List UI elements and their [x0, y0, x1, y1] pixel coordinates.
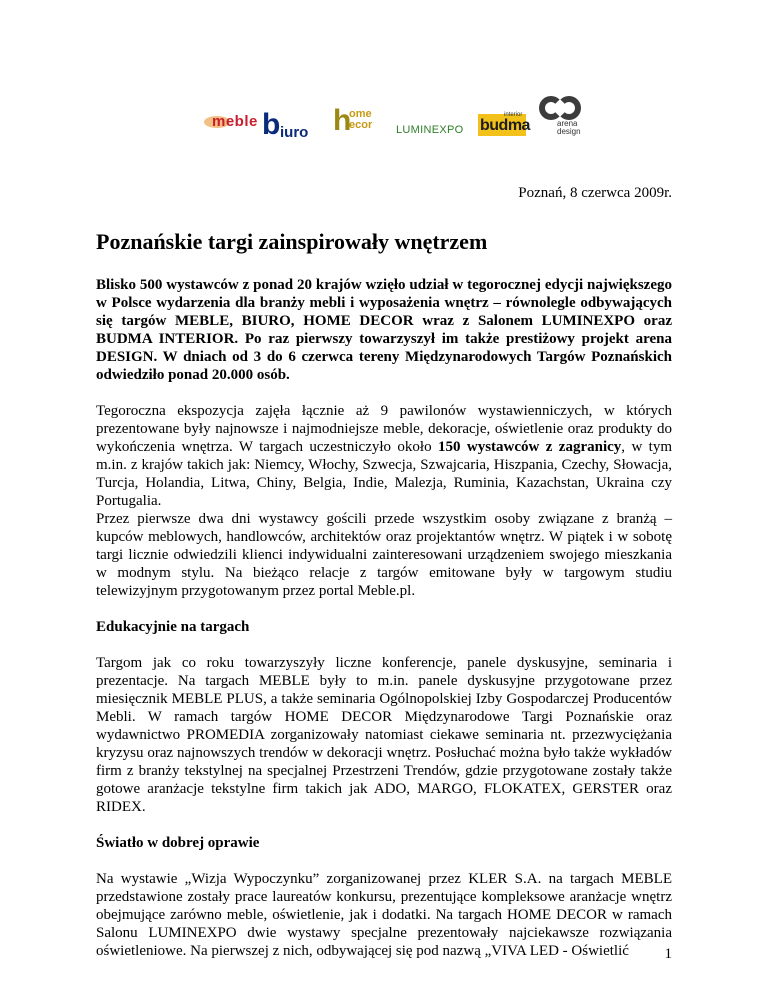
- logo-strip: [0, 0, 768, 150]
- lead-paragraph: Blisko 500 wystawców z ponad 20 krajów wzięło udział w tegorocznej edycji największego w Polsce wydarzenia dla branży mebli i wyposażenia wnętrz – równolegle odbywających się targów MEBLE, BIURO, HOME DECOR wraz z Salonem LUMINEXPO oraz BUDMA INTERIOR. Po raz pierwszy towarzyszył im także prestiżowy projekt arena DESIGN. W dniach od 3 do 6 czerwca tereny Międzynarodowych Targów Poznańskich odwiedziło ponad 20.000 osób.: [96, 277, 672, 383]
- document-body: [96, 276, 672, 960]
- home-decor-logo-letter: h: [333, 104, 352, 137]
- budma-logo-big: budma: [480, 117, 530, 134]
- foreign-exhibitors-highlight: 150 wystawców z zagranicy: [437, 439, 622, 455]
- home-decor-logo: [333, 104, 373, 137]
- paragraph-exposition-text: Tegoroczna ekspozycja zajęła łącznie aż 9 pawilonów wystawienniczych, w których prezentowane były najnowsze i najmodniejsze meble, dekoracje, oświetlenie oraz produkty do wykończenia wnętrza. W targach uczestniczyło około: [96, 403, 672, 455]
- press-release-date: Poznań, 8 czerwca 2009r.: [518, 185, 672, 201]
- meble-logo: meble: [212, 113, 258, 130]
- home-decor-logo-line1: ome: [349, 108, 372, 120]
- arena-design-logo: [537, 94, 587, 142]
- paragraph-light: Na wystawie „Wizja Wypoczynku” zorganizowanej przez KLER S.A. na targach MEBLE przedstawione zostały prace laureatów konkursu, prezentujące kompleksowe aranżacje wnętrz obejmujące zarówno meble, oświetlenie, jak i dodatki. Na targach HOME DECOR w ramach Salonu LUMINEXPO dwie wystawy specjalne prezentowały najciekawsze rozwiązania oświetleniowe. Na pierwszej z nich, odbywającej się pod nazwą „VIVA LED - Oświetlić: [96, 871, 672, 959]
- arena-logo-ring-right: [557, 96, 581, 120]
- section-heading-light: Światło w dobrej oprawie: [96, 835, 260, 851]
- section-heading-education: Edukacyjnie na targach: [96, 619, 250, 635]
- biuro-logo-text: iuro: [280, 124, 309, 141]
- arena-logo-line2: design: [557, 127, 581, 136]
- document-title: Poznańskie targi zainspirowały wnętrzem: [96, 229, 488, 254]
- page-number: 1: [664, 946, 672, 962]
- luminexpo-logo: LUMINEXPO: [396, 124, 464, 136]
- budma-logo-small: interior: [504, 112, 523, 118]
- biuro-logo: [262, 108, 309, 141]
- arena-logo-line1: arena: [557, 119, 578, 128]
- paragraph-exposition-countries: , w tym m.in. z krajów takich jak: Niemcy, Włochy, Szwecja, Szwajcaria, Hiszpania, Czechy, Słowacja, Turcja, Holandia, Litwa, Chiny, Belgia, Indie, Malezja, Ruminia, Kazachstan, Ukraina czy Portugalia.: [96, 439, 672, 509]
- paragraph-exposition: [96, 402, 672, 510]
- home-decor-logo-line2: ecor: [349, 119, 373, 131]
- biuro-logo-letter: b: [262, 108, 281, 141]
- paragraph-visitors: Przez pierwsze dwa dni wystawcy gościli przede wszystkim osoby związane z branżą – kupców meblowych, handlowców, architektów oraz projektantów wnętrz. W piątek i w sobotę targi licznie odwiedzili klienci indywidualni zainteresowani urządzeniem swojego mieszkania w modnym stylu. Na bieżąco relacje z targów emitowane były w targowym studiu telewizyjnym przygotowanym przez portal Meble.pl.: [96, 511, 672, 599]
- budma-interior-logo: [478, 112, 530, 136]
- paragraph-education: Targom jak co roku towarzyszyły liczne konferencje, panele dyskusyjne, seminaria i prezentacje. Na targach MEBLE były to m.in. panele dyskusyjne przygotowane przez miesięcznik MEBLE PLUS, a także seminaria Ogólnopolskiej Izby Gospodarczej Producentów Mebli. W ramach targów HOME DECOR Międzynarodowe Targi Poznańskie oraz wydawnictwo PROMEDIA zorganizowały natomiast ciekawe seminaria nt. przezwyciężania kryzysu oraz najnowszych trendów w dekoracji wnętrz. Posłuchać można było także wykładów firm z branży tekstylnej na specjalnej Przestrzeni Trendów, gdzie przygotowane zostały także gotowe aranżacje tekstylne firm takich jak ADO, MARGO, FLOKATEX, GERSTER oraz RIDEX.: [96, 655, 672, 815]
